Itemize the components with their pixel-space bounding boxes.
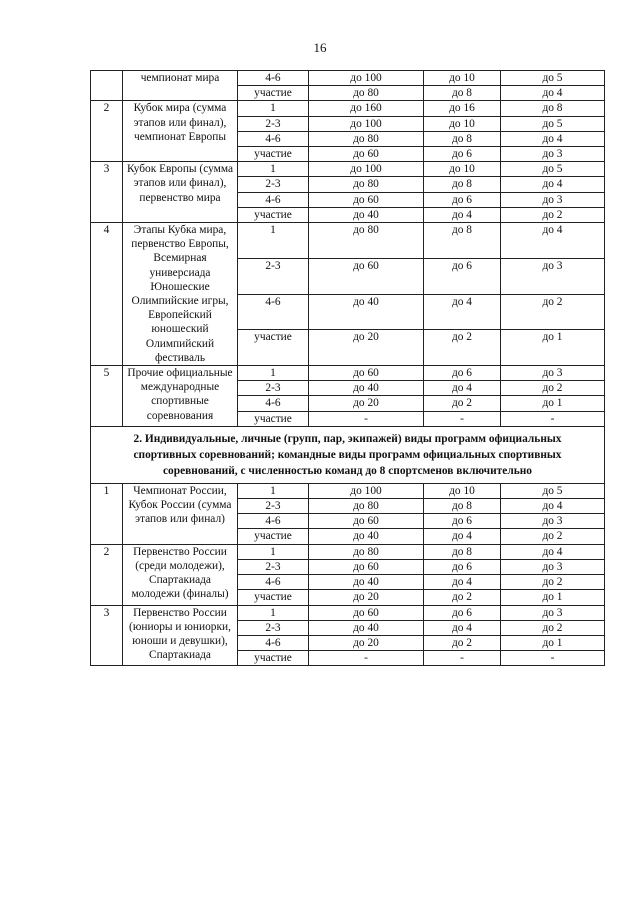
points-cell: до 16 bbox=[424, 101, 501, 116]
points-cell: до 6 bbox=[424, 258, 501, 294]
points-cell: до 20 bbox=[309, 635, 424, 650]
points-cell: до 10 bbox=[424, 162, 501, 177]
points-cell: до 80 bbox=[309, 499, 424, 514]
points-cell: до 5 bbox=[501, 483, 605, 498]
points-cell: до 2 bbox=[424, 635, 501, 650]
points-cell: до 40 bbox=[309, 620, 424, 635]
place-cell: 4-6 bbox=[238, 192, 309, 207]
points-cell: до 4 bbox=[424, 294, 501, 330]
points-cell: до 60 bbox=[309, 559, 424, 574]
points-cell: до 40 bbox=[309, 381, 424, 396]
points-cell: до 2 bbox=[501, 620, 605, 635]
place-cell: участие bbox=[238, 147, 309, 162]
place-cell: участие bbox=[238, 590, 309, 605]
points-cell: до 60 bbox=[309, 147, 424, 162]
points-cell: до 8 bbox=[424, 223, 501, 259]
points-cell: до 1 bbox=[501, 590, 605, 605]
points-cell: до 6 bbox=[424, 605, 501, 620]
points-cell: до 60 bbox=[309, 514, 424, 529]
points-cell: до 3 bbox=[501, 258, 605, 294]
points-cell: до 1 bbox=[501, 396, 605, 411]
points-cell: до 3 bbox=[501, 605, 605, 620]
place-cell: 1 bbox=[238, 223, 309, 259]
points-cell: до 80 bbox=[309, 223, 424, 259]
points-cell: до 100 bbox=[309, 71, 424, 86]
points-cell: до 8 bbox=[424, 86, 501, 101]
place-cell: участие bbox=[238, 411, 309, 426]
points-cell: до 3 bbox=[501, 192, 605, 207]
points-cell: - bbox=[424, 651, 501, 666]
points-cell: до 60 bbox=[309, 258, 424, 294]
points-cell: до 6 bbox=[424, 192, 501, 207]
table-row bbox=[91, 366, 605, 381]
points-cell: до 1 bbox=[501, 635, 605, 650]
place-cell: участие bbox=[238, 207, 309, 222]
place-cell: участие bbox=[238, 651, 309, 666]
points-cell: до 2 bbox=[424, 330, 501, 366]
points-cell: до 2 bbox=[501, 529, 605, 544]
place-cell: 1 bbox=[238, 366, 309, 381]
place-cell: 2-3 bbox=[238, 620, 309, 635]
points-cell: до 4 bbox=[501, 177, 605, 192]
points-cell: до 3 bbox=[501, 514, 605, 529]
points-cell: до 4 bbox=[424, 381, 501, 396]
points-cell: до 8 bbox=[424, 544, 501, 559]
place-cell: 2-3 bbox=[238, 258, 309, 294]
points-cell: до 2 bbox=[424, 396, 501, 411]
points-cell: до 3 bbox=[501, 559, 605, 574]
points-cell: до 4 bbox=[501, 223, 605, 259]
points-cell: до 5 bbox=[501, 162, 605, 177]
place-cell: 2-3 bbox=[238, 177, 309, 192]
points-cell: до 80 bbox=[309, 177, 424, 192]
points-cell: до 8 bbox=[501, 101, 605, 116]
points-cell: до 6 bbox=[424, 514, 501, 529]
event-name: Прочие официальные международные спортивные соревнования bbox=[123, 366, 238, 427]
row-number: 3 bbox=[91, 605, 123, 666]
row-number: 1 bbox=[91, 483, 123, 544]
place-cell: 1 bbox=[238, 483, 309, 498]
points-cell: до 100 bbox=[309, 116, 424, 131]
points-cell: до 80 bbox=[309, 544, 424, 559]
points-cell: до 8 bbox=[424, 177, 501, 192]
points-cell: до 4 bbox=[501, 544, 605, 559]
points-cell: до 10 bbox=[424, 116, 501, 131]
points-cell: - bbox=[424, 411, 501, 426]
row-number: 4 bbox=[91, 223, 123, 366]
points-cell: до 6 bbox=[424, 147, 501, 162]
points-cell: до 4 bbox=[424, 207, 501, 222]
points-cell: - bbox=[309, 411, 424, 426]
points-cell: до 2 bbox=[501, 294, 605, 330]
place-cell: 4-6 bbox=[238, 294, 309, 330]
table-row bbox=[91, 71, 605, 86]
points-cell: - bbox=[309, 651, 424, 666]
table-row bbox=[91, 101, 605, 116]
points-cell: до 6 bbox=[424, 366, 501, 381]
event-name: Кубок Европы (сумма этапов или финал), первенство мира bbox=[123, 162, 238, 223]
table-row bbox=[91, 483, 605, 498]
place-cell: 2-3 bbox=[238, 499, 309, 514]
points-cell: до 20 bbox=[309, 590, 424, 605]
points-cell: до 40 bbox=[309, 294, 424, 330]
points-cell: до 20 bbox=[309, 396, 424, 411]
place-cell: 2-3 bbox=[238, 381, 309, 396]
event-name: Первенство России (среди молодежи), Спартакиада молодежи (финалы) bbox=[123, 544, 238, 605]
points-cell: - bbox=[501, 411, 605, 426]
points-cell: до 4 bbox=[424, 575, 501, 590]
table-row bbox=[91, 223, 605, 259]
points-cell: до 10 bbox=[424, 483, 501, 498]
points-cell: до 3 bbox=[501, 147, 605, 162]
table-row bbox=[91, 162, 605, 177]
section-heading-row bbox=[91, 426, 605, 483]
points-cell: до 10 bbox=[424, 71, 501, 86]
points-cell: до 40 bbox=[309, 575, 424, 590]
row-number: 2 bbox=[91, 101, 123, 162]
points-cell: до 40 bbox=[309, 207, 424, 222]
page-number: 16 bbox=[313, 40, 327, 55]
points-cell: до 8 bbox=[424, 131, 501, 146]
points-cell: до 5 bbox=[501, 116, 605, 131]
points-cell: до 2 bbox=[501, 207, 605, 222]
points-cell: до 160 bbox=[309, 101, 424, 116]
event-name: Первенство России (юниоры и юниорки, юноши и девушки), Спартакиада bbox=[123, 605, 238, 666]
table-row bbox=[91, 544, 605, 559]
points-cell: до 60 bbox=[309, 605, 424, 620]
place-cell: 2-3 bbox=[238, 116, 309, 131]
points-cell: до 100 bbox=[309, 483, 424, 498]
row-number: 5 bbox=[91, 366, 123, 427]
place-cell: участие bbox=[238, 330, 309, 366]
points-table bbox=[90, 70, 605, 666]
points-cell: до 6 bbox=[424, 559, 501, 574]
points-cell: до 1 bbox=[501, 330, 605, 366]
place-cell: 4-6 bbox=[238, 575, 309, 590]
points-cell: до 80 bbox=[309, 131, 424, 146]
points-cell: до 3 bbox=[501, 366, 605, 381]
points-cell: до 4 bbox=[424, 529, 501, 544]
place-cell: 1 bbox=[238, 605, 309, 620]
row-number: 2 bbox=[91, 544, 123, 605]
points-cell: до 4 bbox=[501, 499, 605, 514]
points-cell: до 20 bbox=[309, 330, 424, 366]
event-name: Чемпионат России, Кубок России (сумма этапов или финал) bbox=[123, 483, 238, 544]
points-cell: - bbox=[501, 651, 605, 666]
points-cell: до 4 bbox=[424, 620, 501, 635]
points-cell: до 4 bbox=[501, 86, 605, 101]
place-cell: 4-6 bbox=[238, 635, 309, 650]
table-row bbox=[91, 605, 605, 620]
row-number: 3 bbox=[91, 162, 123, 223]
points-cell: до 2 bbox=[424, 590, 501, 605]
points-cell: до 60 bbox=[309, 366, 424, 381]
points-cell: до 2 bbox=[501, 381, 605, 396]
place-cell: 4-6 bbox=[238, 71, 309, 86]
place-cell: 1 bbox=[238, 101, 309, 116]
place-cell: участие bbox=[238, 86, 309, 101]
points-cell: до 2 bbox=[501, 575, 605, 590]
points-cell: до 80 bbox=[309, 86, 424, 101]
place-cell: 1 bbox=[238, 544, 309, 559]
event-name: Этапы Кубка мира, первенство Европы, Всемирная универсиада Юношеские Олимпийские игры, Европейский юношеский Олимпийский фестиваль bbox=[123, 223, 238, 366]
event-name: Кубок мира (сумма этапов или финал), чемпионат Европы bbox=[123, 101, 238, 162]
points-cell: до 5 bbox=[501, 71, 605, 86]
place-cell: 4-6 bbox=[238, 131, 309, 146]
place-cell: 4-6 bbox=[238, 396, 309, 411]
points-cell: до 40 bbox=[309, 529, 424, 544]
place-cell: 1 bbox=[238, 162, 309, 177]
place-cell: 4-6 bbox=[238, 514, 309, 529]
place-cell: участие bbox=[238, 529, 309, 544]
section-heading: 2. Индивидуальные, личные (групп, пар, экипажей) виды программ официальных спортивных соревнований; командные виды программ официальных спортивных соревнований, с численностью команд до 8 спортсменов включительно bbox=[91, 426, 605, 483]
place-cell: 2-3 bbox=[238, 559, 309, 574]
event-name: чемпионат мира bbox=[123, 71, 238, 101]
row-number bbox=[91, 71, 123, 101]
points-cell: до 60 bbox=[309, 192, 424, 207]
points-cell: до 100 bbox=[309, 162, 424, 177]
points-cell: до 4 bbox=[501, 131, 605, 146]
points-cell: до 8 bbox=[424, 499, 501, 514]
